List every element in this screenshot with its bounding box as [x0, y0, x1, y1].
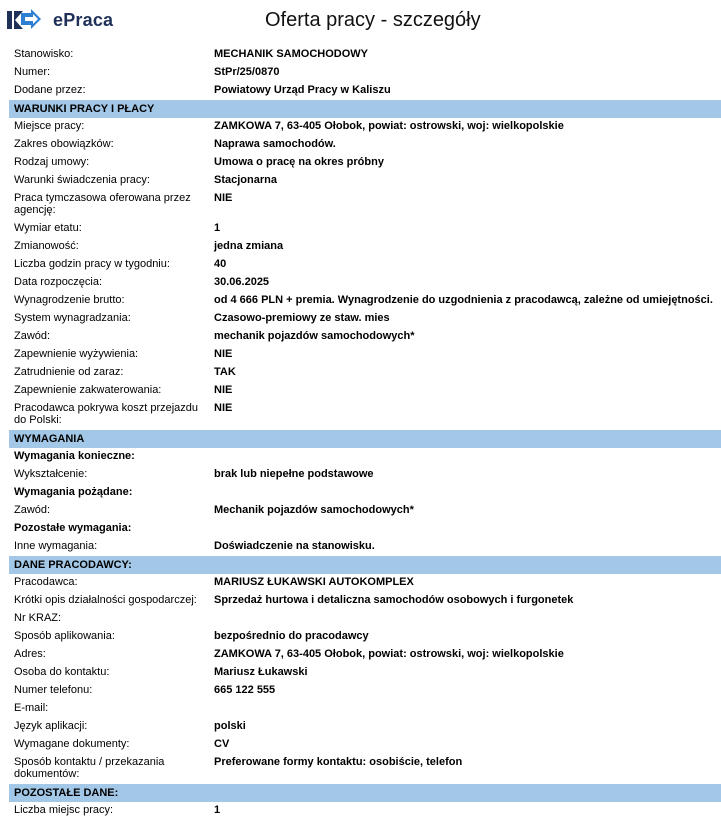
field-value: polski	[214, 720, 246, 732]
field-label: Wynagrodzenie brutto:	[14, 294, 125, 306]
field-label: Krótki opis działalności gospodarczej:	[14, 594, 197, 606]
field-label: Inne wymagania:	[14, 540, 98, 552]
field-label: E-mail:	[14, 702, 49, 714]
field-value: Mechanik pojazdów samochodowych*	[214, 504, 414, 516]
subsection-title: Wymagania konieczne:	[14, 450, 135, 462]
field-label: Dodane przez:	[14, 84, 86, 96]
field-value: Powiatowy Urząd Pracy w Kaliszu	[214, 84, 391, 96]
page-title: Oferta pracy - szczegóły	[265, 9, 481, 31]
epraca-logo-icon	[7, 9, 47, 31]
subsection-title: Pozostałe wymagania:	[14, 522, 132, 534]
section-header-warunki: WARUNKI PRACY I PŁACY	[9, 100, 721, 118]
field-value: bezpośrednio do pracodawcy	[214, 630, 369, 642]
field-label: Liczba miejsc pracy:	[14, 804, 114, 816]
field-label: Wymiar etatu:	[14, 222, 82, 234]
field-value: NIE	[214, 348, 233, 360]
section-header-pozostale: POZOSTAŁE DANE:	[9, 784, 721, 802]
field-value: NIE	[214, 402, 233, 414]
field-label: Warunki świadczenia pracy:	[14, 174, 150, 186]
field-label: Zatrudnienie od zaraz:	[14, 366, 124, 378]
field-label: Wymagane dokumenty:	[14, 738, 130, 750]
detail-row	[9, 138, 721, 156]
field-value: NIE	[214, 384, 233, 396]
field-value: 40	[214, 258, 227, 270]
field-value: Stacjonarna	[214, 174, 277, 186]
detail-row	[9, 84, 721, 100]
detail-row	[9, 156, 721, 174]
field-label: Zapewnienie zakwaterowania:	[14, 384, 162, 396]
field-value: 1	[214, 804, 221, 816]
field-value: Doświadczenie na stanowisku.	[214, 540, 375, 552]
field-label: Zawód:	[14, 504, 51, 516]
field-value	[214, 702, 721, 720]
field-value: ZAMKOWA 7, 63-405 Ołobok, powiat: ostrowski, woj: wielkopolskie	[214, 120, 564, 132]
field-value: brak lub niepełne podstawowe	[214, 468, 374, 480]
detail-row	[9, 402, 721, 430]
epraca-logo	[7, 8, 113, 32]
field-value: Mariusz Łukawski	[214, 666, 308, 678]
detail-row	[9, 120, 721, 138]
detail-row	[9, 612, 721, 630]
detail-row	[9, 630, 721, 648]
detail-row	[9, 666, 721, 684]
detail-row	[9, 330, 721, 348]
field-label: Wykształcenie:	[14, 468, 88, 480]
field-label: Zapewnienie wyżywienia:	[14, 348, 139, 360]
detail-row	[9, 48, 721, 66]
detail-row	[9, 720, 721, 738]
detail-row	[9, 174, 721, 192]
detail-row	[9, 684, 721, 702]
field-label: Zakres obowiązków:	[14, 138, 114, 150]
field-label: Praca tymczasowa oferowana przez agencję:	[14, 192, 191, 216]
detail-row	[9, 648, 721, 666]
field-value: TAK	[214, 366, 236, 378]
detail-row	[9, 348, 721, 366]
field-label: Zmianowość:	[14, 240, 79, 252]
detail-row	[9, 702, 721, 720]
detail-row	[9, 222, 721, 240]
field-value: Naprawa samochodów.	[214, 138, 336, 150]
field-value: jedna zmiana	[214, 240, 284, 252]
field-value: Preferowane formy kontaktu: osobiście, telefon	[214, 756, 463, 768]
detail-row	[9, 594, 721, 612]
field-label: Zawód:	[14, 330, 51, 342]
field-label: Stanowisko:	[14, 48, 74, 60]
section-header-pracodawca: DANE PRACODAWCY:	[9, 556, 721, 574]
document-header	[0, 0, 721, 44]
field-label: Osoba do kontaktu:	[14, 666, 110, 678]
field-value: od 4 666 PLN + premia. Wynagrodzenie do uzgodnienia z pracodawcą, zależne od umiejętności.	[214, 294, 713, 306]
detail-row	[9, 540, 721, 556]
detail-row	[9, 258, 721, 276]
logo-text: ePraca	[53, 9, 114, 30]
detail-row	[9, 366, 721, 384]
detail-row	[9, 312, 721, 330]
field-label: Pracodawca pokrywa koszt przejazdu do Polski:	[14, 402, 199, 426]
field-value: mechanik pojazdów samochodowych*	[214, 330, 415, 342]
field-value: 1	[214, 222, 221, 234]
field-label: Data rozpoczęcia:	[14, 276, 103, 288]
field-label: Numer telefonu:	[14, 684, 93, 696]
field-label: System wynagradzania:	[14, 312, 131, 324]
detail-row	[9, 576, 721, 594]
field-label: Język aplikacji:	[14, 720, 88, 732]
detail-row	[9, 756, 721, 784]
field-label: Liczba godzin pracy w tygodniu:	[14, 258, 170, 270]
field-label: Adres:	[14, 648, 46, 660]
field-value: Sprzedaż hurtowa i detaliczna samochodów osobowych i furgonetek	[214, 594, 574, 606]
detail-row	[9, 192, 721, 222]
field-value: Umowa o pracę na okres próbny	[214, 156, 384, 168]
field-value: 30.06.2025	[214, 276, 270, 288]
field-label: Sposób aplikowania:	[14, 630, 115, 642]
field-label: Sposób kontaktu / przekazania dokumentów:	[14, 756, 165, 780]
detail-row	[9, 294, 721, 312]
section-header-wymagania: WYMAGANIA	[9, 430, 721, 448]
detail-row	[9, 468, 721, 486]
field-value: Czasowo-premiowy ze staw. mies	[214, 312, 390, 324]
field-value: 665 122 555	[214, 684, 276, 696]
field-label: Pracodawca:	[14, 576, 78, 588]
subsection-title: Wymagania pożądane:	[14, 486, 133, 498]
field-value: MARIUSZ ŁUKAWSKI AUTOKOMPLEX	[214, 576, 414, 588]
detail-row	[9, 738, 721, 756]
field-label: Numer:	[14, 66, 51, 78]
field-value: StPr/25/0870	[214, 66, 280, 78]
field-value: MECHANIK SAMOCHODOWY	[214, 48, 368, 60]
detail-row	[9, 276, 721, 294]
field-value: ZAMKOWA 7, 63-405 Ołobok, powiat: ostrowski, woj: wielkopolskie	[214, 648, 564, 660]
field-value	[214, 612, 721, 630]
field-label: Rodzaj umowy:	[14, 156, 90, 168]
detail-row	[9, 384, 721, 402]
field-label: Nr KRAZ:	[14, 612, 62, 624]
field-value: CV	[214, 738, 230, 750]
field-label: Miejsce pracy:	[14, 120, 85, 132]
detail-row	[9, 240, 721, 258]
offer-details	[9, 45, 721, 818]
detail-row	[9, 504, 721, 522]
detail-row	[9, 66, 721, 84]
detail-row	[9, 804, 721, 818]
field-value: NIE	[214, 192, 233, 204]
